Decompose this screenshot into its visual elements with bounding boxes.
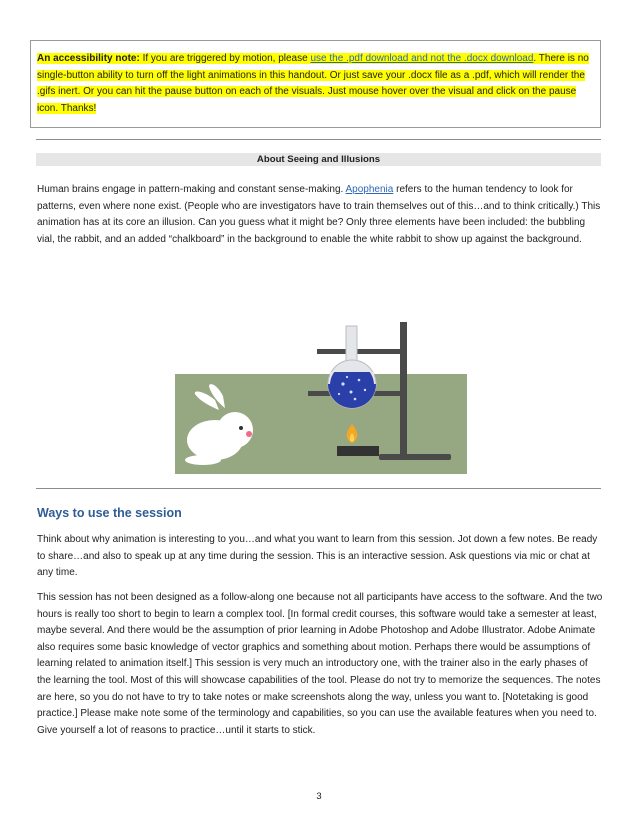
section-title: About Seeing and Illusions (256, 154, 381, 165)
section-divider-top (36, 139, 601, 140)
ways-to-use-heading: Ways to use the session (37, 506, 182, 520)
seeing-illusions-paragraph (37, 182, 604, 248)
section-divider-bottom (36, 488, 601, 489)
paragraph-text-1: Human brains engage in pattern-making and constant sense-making. (37, 184, 346, 195)
pdf-download-link[interactable]: use the .pdf download and not the .docx download (310, 53, 534, 64)
bubbling-vial (328, 326, 376, 408)
ways-paragraph-1: Think about why animation is interesting to you…and what you want to learn from this session. Jot down a few notes. Be ready to share…and also to speak up at any time during the session. This is an interactive session. Ask questions via mic or chat at any time. (37, 534, 598, 579)
animation-illustration[interactable] (175, 322, 467, 474)
apophenia-link[interactable]: Apophenia (345, 184, 394, 195)
accessibility-note-text-2: . There is no single-button ability to turn off the light animations in this handout. Or just save your .docx file as a .pdf, which will render the .gifs inert. Or you can hit the pause button on each of the visuals. Just mouse hover over the visual and click on the pause icon. Thanks! (37, 53, 589, 114)
ways-paragraph-2: This session has not been designed as a follow-along one because not all participants have access to the software. And the two hours is really too short to begin to learn a complex tool. [In formal credit courses, this software would take a semester at least, maybe several. And there would be the assumption of prior learning in Adobe Photoshop and Adobe Illustrator. Adobe Animate also requires some basic knowledge of vector graphics and something about motion. Perhaps there would be assumptions of learning related to animation itself.] This session is very much an introductory one, with the trainer also in the early phases of the learning the tool. Most of this will showcase capabilities of the tool. Please do not try to memorize the sequences. The notes are here, so you do not have to try to take notes or make screenshots along the way, unless you want to. [Notetaking is good practice.] Please make note some of the terminology and capabilities, so you can use the available features when you need to. Give yourself a lot of reasons to practice…until it starts to stick. (37, 592, 603, 736)
accessibility-note-text-1: If you are triggered by motion, please (139, 53, 311, 64)
accessibility-note (37, 51, 600, 117)
paragraph-text-2: refers to the human tendency to look for patterns, even where none exist. (People who are investigators have to train themselves out of this…and to think critically.) This animation has at its core an illusion. Can you guess what it might be? Only three elements have been included: the bubbling vial, the rabbit, and an added “chalkboard” in the background to enable the white rabbit to show up against the background. (37, 184, 601, 245)
page-number: 3 (316, 791, 322, 802)
accessibility-note-label: An accessibility note: (37, 53, 140, 64)
